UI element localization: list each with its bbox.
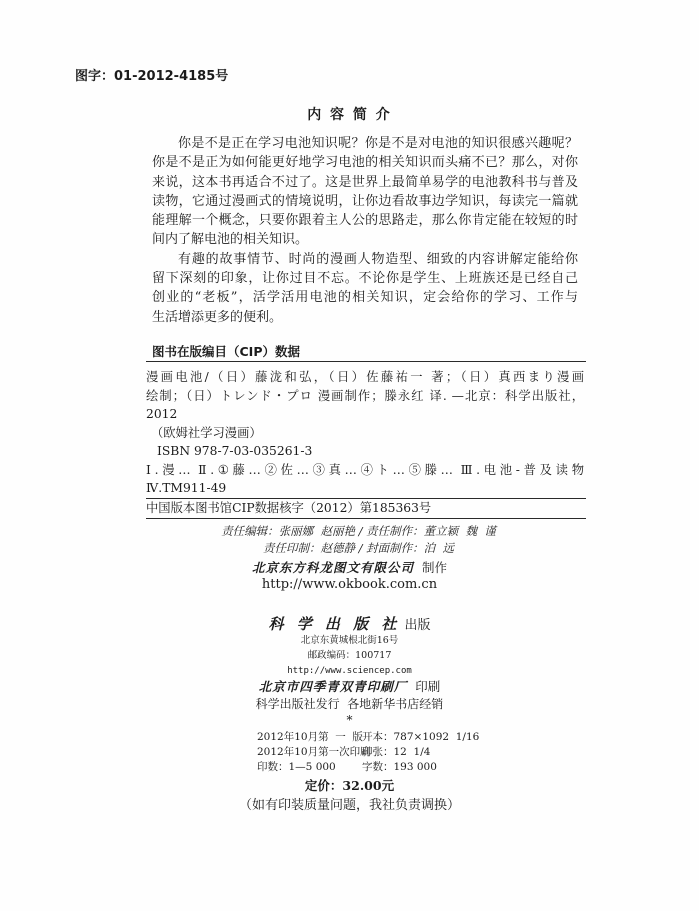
separator-star: *: [346, 713, 353, 727]
printer-name: 北京市四季青双青印刷厂: [258, 679, 408, 694]
summary-line: 来说，这本书再适合不过了。这是世界上最简单易学的电池教科书与普及: [152, 174, 578, 190]
translation-permit-number: 图字：01-2012-4185号: [75, 69, 229, 84]
summary-line: 你是不是正为如何能更好地学习电池的相关知识而头痛不已？那么，对你: [152, 155, 578, 171]
distribution-line: 科学出版社发行 各地新华书店经销: [255, 697, 444, 711]
publisher-address: 北京东黄城根北街16号: [300, 635, 399, 646]
publisher-name: 科 学 出 版 社: [268, 615, 401, 633]
cip-heading: 图书在版编目（CIP）数据: [152, 344, 300, 359]
quality-notice: （如有印装质量问题，我社负责调换）: [238, 798, 460, 813]
credits-line: 责任印制：赵德静 / 封面制作：泊 远: [263, 541, 454, 555]
word-count: 字数：193 000: [362, 761, 437, 773]
summary-line: 创业的“老板”，活学活用电池的相关知识，定会给你的学习、工作与: [152, 290, 578, 306]
summary-line: 能理解一个概念，只要你跟着主人公的思路走，那么你肯定能在较短的时: [152, 213, 578, 229]
publisher-role: 出版: [404, 618, 431, 633]
cip-line: 2012: [146, 407, 178, 421]
cip-middle-rule: [146, 498, 586, 499]
summary-line: 你是不是正在学习电池知识呢？你是不是对电池的知识很感兴趣呢？: [178, 136, 578, 151]
summary-title: 内 容 简 介: [307, 107, 392, 123]
printer-line: [0, 679, 699, 695]
print-copies: 印数：1—5 000: [257, 761, 336, 773]
summary-line: 生活增添更多的便利。: [152, 309, 283, 325]
production-company: 北京东方科龙图文有限公司: [252, 560, 415, 575]
cip-top-rule: [146, 361, 586, 362]
production-url: http://www.okbook.com.cn: [261, 577, 438, 592]
book-format: 开本：787×1092 1/16: [362, 731, 480, 743]
publisher-url: http://www.sciencep.com: [287, 666, 412, 676]
cip-line: ISBN 978-7-03-035261-3: [157, 444, 313, 458]
printing: 2012年10月第一次印刷: [257, 746, 371, 758]
edition: 2012年10月第 一 版: [257, 731, 363, 743]
cip-line: Ⅳ.TM911-49: [146, 481, 227, 495]
cip-line: （欧姆社学习漫画）: [151, 425, 262, 440]
cip-line: 漫画电池/（日）藤泷和弘，（日）佐藤祐一 著；（日）真西まり漫画: [146, 370, 584, 384]
price: 定价：32.00元: [304, 778, 395, 793]
cip-line: Ⅰ.漫… Ⅱ.①藤…②佐…③真…④ト…⑤滕… Ⅲ.电池-普及读物: [146, 462, 584, 477]
cip-bottom-rule: [146, 518, 586, 519]
summary-text: [152, 134, 578, 327]
credits-line: 责任编辑：张丽娜 赵丽艳 / 责任制作：董立颖 魏 谨: [221, 524, 496, 538]
cip-record: [146, 368, 584, 498]
summary-line: 有趣的故事情节、时尚的漫画人物造型、细致的内容讲解定能给你: [178, 251, 578, 267]
production-line: [0, 559, 699, 577]
publisher-line: [0, 614, 699, 636]
cip-line: 绘制；（日）トレンド・プロ 漫画制作；滕永红 译. —北京：科学出版社，: [146, 388, 584, 403]
printer-role: 印刷: [415, 679, 441, 694]
publisher-postcode: 邮政编码：100717: [307, 650, 392, 661]
cip-approval-number: 中国版本图书馆CIP数据核字（2012）第185363号: [146, 501, 432, 515]
summary-line: 间内了解电池的相关知识。: [152, 232, 309, 248]
summary-line: 读物，它通过漫画式的情境说明，让你边看故事边学知识，每读完一篇就: [152, 193, 578, 209]
printed-sheets: 印张：12 1/4: [362, 746, 431, 758]
production-role: 制作: [421, 560, 447, 575]
summary-line: 留下深刻的印象，让你过目不忘。不论你是学生、上班族还是已经自己: [152, 271, 578, 287]
